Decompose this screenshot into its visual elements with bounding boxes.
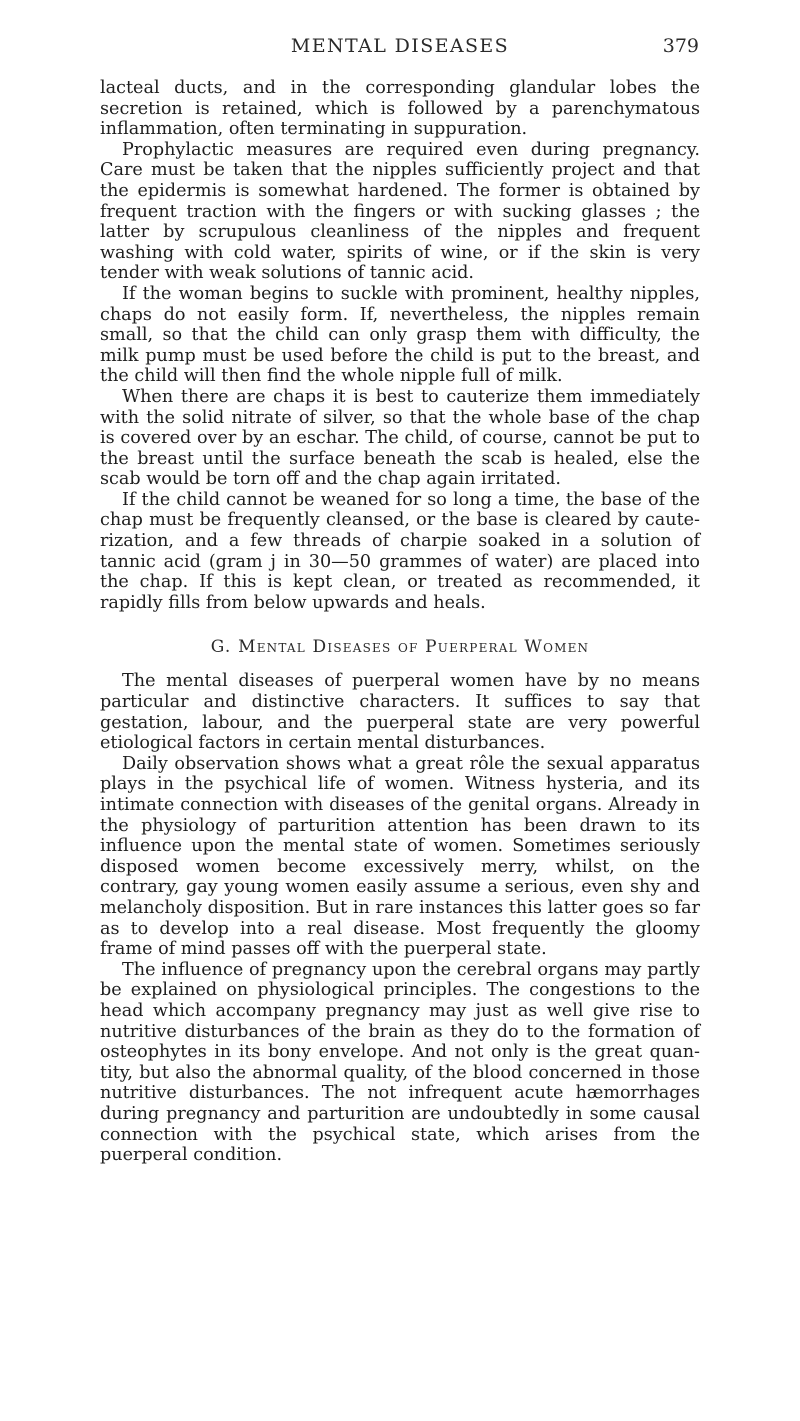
paragraph: Daily observation shows what a great rôle the sexual apparatus plays in the psychical life of women. Witness hysteria, and its intimate connection with diseases of the genital organs. Already in the physiology of parturition attention has been drawn to its influence upon the mental state of women. Sometimes seriously disposed women become excessively merry, whilst, on the contrary, gay young women easily assume a serious, even shy and melancholy disposition. But in rare instances this latter goes so far as to develop into a real disease. Most frequently the gloomy frame of mind passes off with the puerperal state. [100,753,700,960]
paragraph: The influence of pregnancy upon the cerebral organs may partly be explained on physiological principles. The congestions to the head which accompany pregnancy may just as well give rise to nutritive disturbances of the brain as they do to the formation of osteophytes in its bony envelope. And not only is the great quantity, but also the abnormal quality, of the blood concerned in those nutritive disturbances. The not infrequent acute hæmorrhages during pregnancy and parturition are undoubtedly in some causal connection with the psychical state, which arises from the puerperal condition. [100,959,700,1166]
running-title: MENTAL DISEASES [290,35,510,57]
paragraph: If the woman begins to suckle with prominent, healthy nipples, chaps do not easily form. If, nevertheless, the nipples remain small, so that the child can only grasp them with difficulty, the milk pump must be used before the child is put to the breast, and the child will then find the whole nipple full of milk. [100,283,700,387]
body-text [100,78,700,1166]
paragraph: lacteal ducts, and in the corresponding glandular lobes the secretion is retained, which is followed by a parenchymatous inflammation, often terminating in suppuration. [100,78,700,140]
paragraph: When there are chaps it is best to cauterize them immediately with the solid nitrate of silver, so that the whole base of the chap is covered over by an eschar. The child, of course, cannot be put to the breast until the surface beneath the scab is healed, else the scab would be torn off and the chap again irritated. [100,386,700,490]
section-heading: G. Mental Diseases of Puerperal Women [210,637,590,658]
paragraph: The mental diseases of puerperal women have by no means particular and distinctive characters. It suffices to say that gestation, labour, and the puerperal state are very powerful etiological factors in certain mental disturbances. [100,671,700,754]
paragraph: If the child cannot be weaned for so long a time, the base of the chap must be frequently cleansed, or the base is cleared by cauterization, and a few threads of charpie soaked in a solution of tannic acid (gram j in 30—50 grammes of water) are placed into the chap. If this is kept clean, or treated as recommended, it rapidly fills from below upwards and heals. [100,489,700,613]
paragraph: Prophylactic measures are required even during pregnancy. Care must be taken that the nipples sufficiently project and that the epidermis is somewhat hardened. The former is obtained by frequent traction with the fingers or with sucking glasses ; the latter by scrupulous cleanliness of the nipples and frequent washing with cold water, spirits of wine, or if the skin is very tender with weak solutions of tannic acid. [100,139,700,284]
page-number: 379 [662,35,699,57]
running-head [100,35,800,61]
